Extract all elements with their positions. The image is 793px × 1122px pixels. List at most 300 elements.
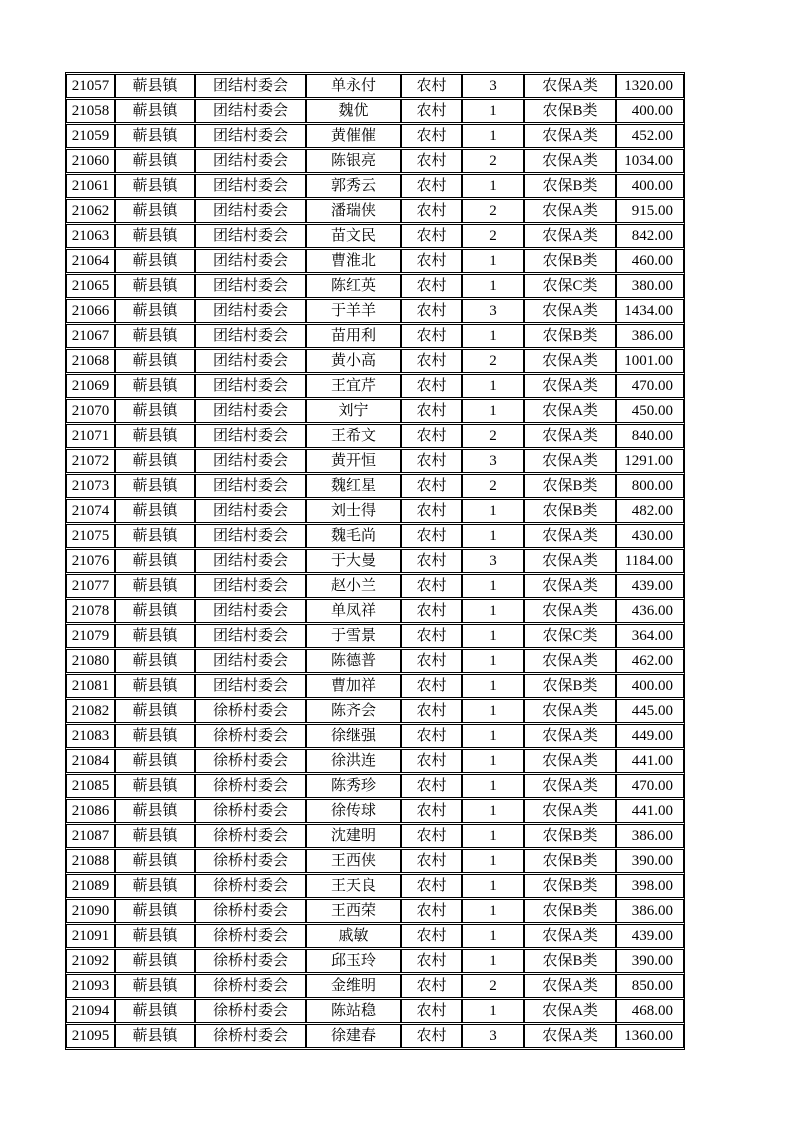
amount-cell: 1034.00 <box>616 149 684 173</box>
serial-number-cell: 21079 <box>66 624 115 648</box>
table-row <box>66 749 684 773</box>
insurance-category-cell: 农保A类 <box>524 774 616 798</box>
town-cell: 蕲县镇 <box>115 449 195 473</box>
person-count-cell: 1 <box>462 574 524 598</box>
village-committee-cell: 团结村委会 <box>195 174 306 198</box>
serial-number-cell: 21059 <box>66 124 115 148</box>
serial-number-cell: 21084 <box>66 749 115 773</box>
table-row <box>66 399 684 423</box>
person-count-cell: 1 <box>462 599 524 623</box>
serial-number-cell: 21065 <box>66 274 115 298</box>
person-name-cell: 金维明 <box>306 974 401 998</box>
person-name-cell: 魏红星 <box>306 474 401 498</box>
town-cell: 蕲县镇 <box>115 224 195 248</box>
insurance-category-cell: 农保B类 <box>524 874 616 898</box>
serial-number-cell: 21080 <box>66 649 115 673</box>
person-name-cell: 邱玉玲 <box>306 949 401 973</box>
table-row <box>66 449 684 473</box>
table-row <box>66 174 684 198</box>
person-count-cell: 1 <box>462 799 524 823</box>
residence-type-cell: 农村 <box>401 249 462 273</box>
amount-cell: 441.00 <box>616 799 684 823</box>
person-name-cell: 魏毛尚 <box>306 524 401 548</box>
town-cell: 蕲县镇 <box>115 424 195 448</box>
residence-type-cell: 农村 <box>401 449 462 473</box>
village-committee-cell: 团结村委会 <box>195 199 306 223</box>
village-committee-cell: 团结村委会 <box>195 224 306 248</box>
insurance-category-cell: 农保A类 <box>524 374 616 398</box>
amount-cell: 390.00 <box>616 849 684 873</box>
residence-type-cell: 农村 <box>401 999 462 1023</box>
residence-type-cell: 农村 <box>401 924 462 948</box>
person-count-cell: 2 <box>462 199 524 223</box>
residence-type-cell: 农村 <box>401 824 462 848</box>
residence-type-cell: 农村 <box>401 424 462 448</box>
amount-cell: 398.00 <box>616 874 684 898</box>
person-name-cell: 陈银亮 <box>306 149 401 173</box>
insurance-category-cell: 农保B类 <box>524 249 616 273</box>
village-committee-cell: 团结村委会 <box>195 74 306 98</box>
table-row <box>66 224 684 248</box>
amount-cell: 441.00 <box>616 749 684 773</box>
table-row <box>66 974 684 998</box>
table-row <box>66 924 684 948</box>
residence-type-cell: 农村 <box>401 399 462 423</box>
person-count-cell: 3 <box>462 74 524 98</box>
serial-number-cell: 21072 <box>66 449 115 473</box>
town-cell: 蕲县镇 <box>115 549 195 573</box>
residence-type-cell: 农村 <box>401 549 462 573</box>
serial-number-cell: 21089 <box>66 874 115 898</box>
person-name-cell: 徐传球 <box>306 799 401 823</box>
serial-number-cell: 21058 <box>66 99 115 123</box>
town-cell: 蕲县镇 <box>115 824 195 848</box>
residence-type-cell: 农村 <box>401 724 462 748</box>
village-committee-cell: 徐桥村委会 <box>195 874 306 898</box>
amount-cell: 364.00 <box>616 624 684 648</box>
person-count-cell: 1 <box>462 99 524 123</box>
insurance-category-cell: 农保A类 <box>524 124 616 148</box>
person-count-cell: 1 <box>462 624 524 648</box>
town-cell: 蕲县镇 <box>115 174 195 198</box>
table-row <box>66 799 684 823</box>
serial-number-cell: 21060 <box>66 149 115 173</box>
village-committee-cell: 徐桥村委会 <box>195 849 306 873</box>
serial-number-cell: 21066 <box>66 299 115 323</box>
serial-number-cell: 21062 <box>66 199 115 223</box>
table-row <box>66 649 684 673</box>
insurance-category-cell: 农保B类 <box>524 674 616 698</box>
insurance-table <box>65 72 685 1050</box>
amount-cell: 1184.00 <box>616 549 684 573</box>
residence-type-cell: 农村 <box>401 849 462 873</box>
residence-type-cell: 农村 <box>401 899 462 923</box>
residence-type-cell: 农村 <box>401 749 462 773</box>
amount-cell: 439.00 <box>616 574 684 598</box>
village-committee-cell: 团结村委会 <box>195 574 306 598</box>
person-name-cell: 陈德普 <box>306 649 401 673</box>
village-committee-cell: 徐桥村委会 <box>195 949 306 973</box>
person-count-cell: 1 <box>462 499 524 523</box>
serial-number-cell: 21068 <box>66 349 115 373</box>
insurance-category-cell: 农保A类 <box>524 299 616 323</box>
residence-type-cell: 农村 <box>401 324 462 348</box>
residence-type-cell: 农村 <box>401 674 462 698</box>
table-body <box>66 74 684 1048</box>
person-count-cell: 1 <box>462 649 524 673</box>
table-row <box>66 899 684 923</box>
table-row <box>66 524 684 548</box>
serial-number-cell: 21087 <box>66 824 115 848</box>
town-cell: 蕲县镇 <box>115 999 195 1023</box>
table-row <box>66 674 684 698</box>
town-cell: 蕲县镇 <box>115 949 195 973</box>
village-committee-cell: 团结村委会 <box>195 374 306 398</box>
village-committee-cell: 徐桥村委会 <box>195 924 306 948</box>
person-count-cell: 1 <box>462 699 524 723</box>
person-name-cell: 王天良 <box>306 874 401 898</box>
person-name-cell: 戚敏 <box>306 924 401 948</box>
residence-type-cell: 农村 <box>401 474 462 498</box>
table-row <box>66 699 684 723</box>
village-committee-cell: 徐桥村委会 <box>195 899 306 923</box>
serial-number-cell: 21063 <box>66 224 115 248</box>
village-committee-cell: 团结村委会 <box>195 549 306 573</box>
village-committee-cell: 团结村委会 <box>195 124 306 148</box>
residence-type-cell: 农村 <box>401 499 462 523</box>
amount-cell: 470.00 <box>616 774 684 798</box>
person-name-cell: 苗用利 <box>306 324 401 348</box>
serial-number-cell: 21070 <box>66 399 115 423</box>
town-cell: 蕲县镇 <box>115 574 195 598</box>
amount-cell: 915.00 <box>616 199 684 223</box>
residence-type-cell: 农村 <box>401 174 462 198</box>
residence-type-cell: 农村 <box>401 574 462 598</box>
person-name-cell: 沈建明 <box>306 824 401 848</box>
insurance-category-cell: 农保A类 <box>524 599 616 623</box>
amount-cell: 800.00 <box>616 474 684 498</box>
village-committee-cell: 团结村委会 <box>195 399 306 423</box>
village-committee-cell: 徐桥村委会 <box>195 1024 306 1048</box>
village-committee-cell: 团结村委会 <box>195 424 306 448</box>
table-row <box>66 949 684 973</box>
village-committee-cell: 团结村委会 <box>195 524 306 548</box>
person-count-cell: 1 <box>462 924 524 948</box>
serial-number-cell: 21092 <box>66 949 115 973</box>
insurance-category-cell: 农保B类 <box>524 899 616 923</box>
table-row <box>66 774 684 798</box>
residence-type-cell: 农村 <box>401 224 462 248</box>
amount-cell: 386.00 <box>616 899 684 923</box>
person-count-cell: 3 <box>462 1024 524 1048</box>
serial-number-cell: 21078 <box>66 599 115 623</box>
person-count-cell: 1 <box>462 824 524 848</box>
table-row <box>66 299 684 323</box>
person-name-cell: 陈秀珍 <box>306 774 401 798</box>
town-cell: 蕲县镇 <box>115 924 195 948</box>
amount-cell: 482.00 <box>616 499 684 523</box>
person-name-cell: 黄开恒 <box>306 449 401 473</box>
person-count-cell: 1 <box>462 674 524 698</box>
residence-type-cell: 农村 <box>401 799 462 823</box>
town-cell: 蕲县镇 <box>115 374 195 398</box>
table-row <box>66 124 684 148</box>
serial-number-cell: 21086 <box>66 799 115 823</box>
person-name-cell: 于雪景 <box>306 624 401 648</box>
village-committee-cell: 团结村委会 <box>195 274 306 298</box>
person-count-cell: 2 <box>462 349 524 373</box>
village-committee-cell: 团结村委会 <box>195 649 306 673</box>
residence-type-cell: 农村 <box>401 624 462 648</box>
person-count-cell: 2 <box>462 974 524 998</box>
insurance-category-cell: 农保A类 <box>524 724 616 748</box>
person-count-cell: 1 <box>462 399 524 423</box>
village-committee-cell: 团结村委会 <box>195 299 306 323</box>
person-name-cell: 曹淮北 <box>306 249 401 273</box>
amount-cell: 439.00 <box>616 924 684 948</box>
person-count-cell: 1 <box>462 874 524 898</box>
amount-cell: 400.00 <box>616 674 684 698</box>
amount-cell: 450.00 <box>616 399 684 423</box>
table-row <box>66 349 684 373</box>
residence-type-cell: 农村 <box>401 649 462 673</box>
residence-type-cell: 农村 <box>401 699 462 723</box>
table-row <box>66 99 684 123</box>
town-cell: 蕲县镇 <box>115 499 195 523</box>
town-cell: 蕲县镇 <box>115 799 195 823</box>
table-row <box>66 199 684 223</box>
amount-cell: 1434.00 <box>616 299 684 323</box>
amount-cell: 468.00 <box>616 999 684 1023</box>
village-committee-cell: 团结村委会 <box>195 599 306 623</box>
town-cell: 蕲县镇 <box>115 674 195 698</box>
person-name-cell: 徐洪连 <box>306 749 401 773</box>
serial-number-cell: 21095 <box>66 1024 115 1048</box>
amount-cell: 386.00 <box>616 824 684 848</box>
insurance-category-cell: 农保B类 <box>524 499 616 523</box>
insurance-category-cell: 农保A类 <box>524 224 616 248</box>
person-name-cell: 郭秀云 <box>306 174 401 198</box>
person-count-cell: 1 <box>462 274 524 298</box>
town-cell: 蕲县镇 <box>115 724 195 748</box>
person-name-cell: 黄小高 <box>306 349 401 373</box>
town-cell: 蕲县镇 <box>115 299 195 323</box>
person-name-cell: 单凤祥 <box>306 599 401 623</box>
amount-cell: 840.00 <box>616 424 684 448</box>
village-committee-cell: 徐桥村委会 <box>195 724 306 748</box>
amount-cell: 390.00 <box>616 949 684 973</box>
table-row <box>66 74 684 98</box>
person-name-cell: 刘士得 <box>306 499 401 523</box>
village-committee-cell: 团结村委会 <box>195 349 306 373</box>
person-count-cell: 1 <box>462 949 524 973</box>
person-count-cell: 3 <box>462 299 524 323</box>
insurance-category-cell: 农保A类 <box>524 574 616 598</box>
town-cell: 蕲县镇 <box>115 74 195 98</box>
person-name-cell: 徐建春 <box>306 1024 401 1048</box>
village-committee-cell: 徐桥村委会 <box>195 799 306 823</box>
insurance-category-cell: 农保C类 <box>524 274 616 298</box>
table-row <box>66 1024 684 1048</box>
table-row <box>66 574 684 598</box>
person-count-cell: 1 <box>462 524 524 548</box>
person-name-cell: 潘瑞侠 <box>306 199 401 223</box>
insurance-category-cell: 农保B类 <box>524 949 616 973</box>
village-committee-cell: 徐桥村委会 <box>195 774 306 798</box>
town-cell: 蕲县镇 <box>115 974 195 998</box>
amount-cell: 430.00 <box>616 524 684 548</box>
residence-type-cell: 农村 <box>401 974 462 998</box>
person-count-cell: 1 <box>462 899 524 923</box>
town-cell: 蕲县镇 <box>115 99 195 123</box>
person-name-cell: 陈红英 <box>306 274 401 298</box>
village-committee-cell: 团结村委会 <box>195 499 306 523</box>
amount-cell: 462.00 <box>616 649 684 673</box>
table-row <box>66 724 684 748</box>
residence-type-cell: 农村 <box>401 374 462 398</box>
residence-type-cell: 农村 <box>401 99 462 123</box>
person-count-cell: 2 <box>462 424 524 448</box>
person-count-cell: 2 <box>462 474 524 498</box>
table-row <box>66 149 684 173</box>
person-name-cell: 徐继强 <box>306 724 401 748</box>
insurance-category-cell: 农保A类 <box>524 524 616 548</box>
person-count-cell: 1 <box>462 374 524 398</box>
person-count-cell: 1 <box>462 124 524 148</box>
serial-number-cell: 21074 <box>66 499 115 523</box>
serial-number-cell: 21093 <box>66 974 115 998</box>
insurance-category-cell: 农保A类 <box>524 924 616 948</box>
serial-number-cell: 21094 <box>66 999 115 1023</box>
serial-number-cell: 21076 <box>66 549 115 573</box>
amount-cell: 1320.00 <box>616 74 684 98</box>
amount-cell: 1360.00 <box>616 1024 684 1048</box>
village-committee-cell: 团结村委会 <box>195 249 306 273</box>
serial-number-cell: 21077 <box>66 574 115 598</box>
town-cell: 蕲县镇 <box>115 249 195 273</box>
town-cell: 蕲县镇 <box>115 349 195 373</box>
town-cell: 蕲县镇 <box>115 274 195 298</box>
town-cell: 蕲县镇 <box>115 874 195 898</box>
insurance-category-cell: 农保A类 <box>524 349 616 373</box>
insurance-category-cell: 农保A类 <box>524 699 616 723</box>
serial-number-cell: 21057 <box>66 74 115 98</box>
table-row <box>66 324 684 348</box>
person-count-cell: 1 <box>462 774 524 798</box>
person-name-cell: 王西侠 <box>306 849 401 873</box>
village-committee-cell: 徐桥村委会 <box>195 824 306 848</box>
residence-type-cell: 农村 <box>401 274 462 298</box>
town-cell: 蕲县镇 <box>115 149 195 173</box>
serial-number-cell: 21088 <box>66 849 115 873</box>
residence-type-cell: 农村 <box>401 1024 462 1048</box>
town-cell: 蕲县镇 <box>115 324 195 348</box>
insurance-category-cell: 农保A类 <box>524 649 616 673</box>
village-committee-cell: 团结村委会 <box>195 449 306 473</box>
residence-type-cell: 农村 <box>401 199 462 223</box>
town-cell: 蕲县镇 <box>115 624 195 648</box>
residence-type-cell: 农村 <box>401 524 462 548</box>
town-cell: 蕲县镇 <box>115 774 195 798</box>
table-row <box>66 549 684 573</box>
serial-number-cell: 21061 <box>66 174 115 198</box>
insurance-category-cell: 农保B类 <box>524 849 616 873</box>
village-committee-cell: 团结村委会 <box>195 149 306 173</box>
insurance-category-cell: 农保B类 <box>524 474 616 498</box>
amount-cell: 1291.00 <box>616 449 684 473</box>
serial-number-cell: 21064 <box>66 249 115 273</box>
person-name-cell: 王西荣 <box>306 899 401 923</box>
person-name-cell: 刘宁 <box>306 399 401 423</box>
insurance-category-cell: 农保A类 <box>524 199 616 223</box>
serial-number-cell: 21067 <box>66 324 115 348</box>
town-cell: 蕲县镇 <box>115 849 195 873</box>
person-name-cell: 王宜芹 <box>306 374 401 398</box>
table-row <box>66 499 684 523</box>
village-committee-cell: 徐桥村委会 <box>195 749 306 773</box>
insurance-category-cell: 农保A类 <box>524 449 616 473</box>
serial-number-cell: 21083 <box>66 724 115 748</box>
person-count-cell: 1 <box>462 849 524 873</box>
insurance-category-cell: 农保C类 <box>524 624 616 648</box>
person-count-cell: 1 <box>462 724 524 748</box>
person-name-cell: 魏优 <box>306 99 401 123</box>
insurance-category-cell: 农保A类 <box>524 1024 616 1048</box>
table-row <box>66 274 684 298</box>
village-committee-cell: 团结村委会 <box>195 324 306 348</box>
town-cell: 蕲县镇 <box>115 524 195 548</box>
person-count-cell: 1 <box>462 174 524 198</box>
serial-number-cell: 21082 <box>66 699 115 723</box>
insurance-category-cell: 农保B类 <box>524 99 616 123</box>
person-count-cell: 1 <box>462 324 524 348</box>
insurance-category-cell: 农保A类 <box>524 749 616 773</box>
table-row <box>66 849 684 873</box>
amount-cell: 445.00 <box>616 699 684 723</box>
residence-type-cell: 农村 <box>401 774 462 798</box>
town-cell: 蕲县镇 <box>115 649 195 673</box>
table-row <box>66 874 684 898</box>
table-row <box>66 249 684 273</box>
table-row <box>66 424 684 448</box>
insurance-category-cell: 农保A类 <box>524 974 616 998</box>
residence-type-cell: 农村 <box>401 149 462 173</box>
table-row <box>66 999 684 1023</box>
town-cell: 蕲县镇 <box>115 599 195 623</box>
amount-cell: 850.00 <box>616 974 684 998</box>
person-name-cell: 陈站稳 <box>306 999 401 1023</box>
person-name-cell: 黄催催 <box>306 124 401 148</box>
serial-number-cell: 21090 <box>66 899 115 923</box>
amount-cell: 842.00 <box>616 224 684 248</box>
person-count-cell: 1 <box>462 999 524 1023</box>
person-count-cell: 2 <box>462 149 524 173</box>
person-count-cell: 3 <box>462 549 524 573</box>
amount-cell: 460.00 <box>616 249 684 273</box>
town-cell: 蕲县镇 <box>115 899 195 923</box>
person-name-cell: 于大曼 <box>306 549 401 573</box>
insurance-category-cell: 农保A类 <box>524 799 616 823</box>
serial-number-cell: 21069 <box>66 374 115 398</box>
town-cell: 蕲县镇 <box>115 749 195 773</box>
amount-cell: 452.00 <box>616 124 684 148</box>
amount-cell: 1001.00 <box>616 349 684 373</box>
table-row <box>66 374 684 398</box>
town-cell: 蕲县镇 <box>115 474 195 498</box>
town-cell: 蕲县镇 <box>115 124 195 148</box>
village-committee-cell: 团结村委会 <box>195 474 306 498</box>
person-name-cell: 陈齐会 <box>306 699 401 723</box>
